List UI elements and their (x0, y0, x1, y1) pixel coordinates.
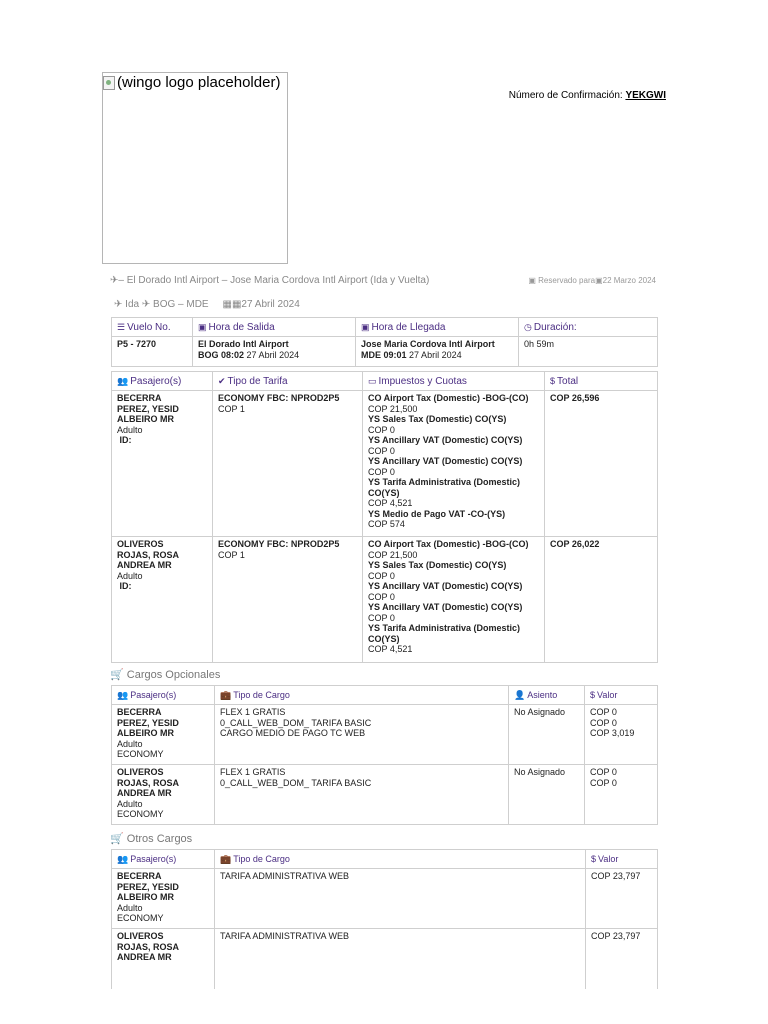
plane-icon: ✈︎– (110, 275, 124, 286)
calendar-icon: ▦▦ (222, 299, 242, 310)
users-icon: 👥 (117, 689, 129, 700)
passenger-cell: BECERRA PEREZ, YESID ALBEIRO MR Adulto ECONOMY (112, 705, 215, 765)
header-passengers: 👥 Pasajero(s) (112, 850, 215, 869)
table-row (112, 929, 658, 989)
value-cell: COP 0 COP 0 COP 3,019 (585, 705, 658, 765)
other-table-header (112, 850, 658, 869)
optional-charges-table (111, 685, 658, 825)
header-taxes: ▭ Impuestos y Cuotas (363, 372, 545, 391)
calendar-check-icon: ▣ (595, 276, 603, 285)
ida-date: 27 Abril 2024 (241, 299, 300, 310)
total-cell: COP 26,596 (545, 391, 658, 537)
briefcase-icon: 💼 (220, 689, 232, 700)
fare-cell: ECONOMY FBC: NPROD2P5 COP 1 (213, 391, 363, 537)
money-icon: ▭ (368, 375, 377, 386)
list-icon: ☰ (117, 321, 126, 332)
header-total: $ Total (545, 372, 658, 391)
header-passengers: 👥 Pasajero(s) (112, 686, 215, 705)
charge-cell: TARIFA ADMINISTRATIVA WEB (215, 929, 586, 989)
table-row (112, 869, 658, 929)
header-duration: ◷ Duración: (519, 318, 658, 337)
table-row (112, 765, 658, 825)
charge-cell: FLEX 1 GRATIS 0_CALL_WEB_DOM_ TARIFA BASIC CARGO MEDIO DE PAGO TC WEB (215, 705, 509, 765)
charge-cell: FLEX 1 GRATIS 0_CALL_WEB_DOM_ TARIFA BASIC (215, 765, 509, 825)
dollar-icon: $ (550, 375, 556, 386)
logo-image (102, 72, 288, 264)
reserved-date: 22 Marzo 2024 (602, 276, 656, 285)
users-icon: 👥 (117, 853, 129, 864)
header-value: $ Valor (586, 850, 658, 869)
header-value: $ Valor (585, 686, 658, 705)
cart-icon: 🛒 (110, 669, 124, 681)
calendar-icon: ▣ (528, 276, 536, 285)
route-text: El Dorado Intl Airport – Jose Maria Cordova Intl Airport (Ida y Vuelta) (126, 275, 430, 286)
table-row (112, 705, 658, 765)
dollar-icon: $ (590, 690, 596, 700)
passenger-cell: OLIVEROS ROJAS, ROSA ANDREA MR (112, 929, 215, 989)
passenger-table-header (112, 372, 658, 391)
logo-alt-text (103, 74, 280, 91)
seat-cell: No Asignado (509, 765, 585, 825)
calendar-icon: ▣ (198, 321, 207, 332)
value-cell: COP 23,797 (586, 869, 658, 929)
reserved-label: Reservado para (538, 276, 596, 285)
logo-alt-label: (wingo logo placeholder) (117, 74, 281, 91)
value-cell: COP 23,797 (586, 929, 658, 989)
passenger-cell: OLIVEROS ROJAS, ROSA ANDREA MR Adulto ECONOMY (112, 765, 215, 825)
ida-label: Ida (125, 299, 140, 310)
fare-cell: ECONOMY FBC: NPROD2P5 COP 1 (213, 537, 363, 663)
header-fare-type: ✔ Tipo de Tarifa (213, 372, 363, 391)
confirmation-number (509, 90, 666, 101)
cart-icon: 🛒 (110, 833, 124, 845)
flight-table (111, 317, 658, 367)
other-charges-table (111, 849, 658, 989)
taxes-cell: CO Airport Tax (Domestic) -BOG-(CO) COP 21,500 YS Sales Tax (Domestic) CO(YS) COP 0 YS Ancillary VAT (Domestic) CO(YS) COP 0 YS Ancillary VAT (Domestic) CO(YS) COP 0 YS Tarifa Administrativa (Domestic) CO(YS) COP 4,521 (363, 537, 545, 663)
reserved-info (528, 276, 656, 285)
header-departure: ▣ Hora de Salida (193, 318, 356, 337)
taxes-cell: CO Airport Tax (Domestic) -BOG-(CO) COP 21,500 YS Sales Tax (Domestic) CO(YS) COP 0 YS Ancillary VAT (Domestic) CO(YS) COP 0 YS Ancillary VAT (Domestic) CO(YS) COP 0 YS Tarifa Administrativa (Domestic) CO(YS) COP 4,521 YS Medio de Pago VAT -CO-(YS) COP 574 (363, 391, 545, 537)
departure-cell: El Dorado Intl Airport BOG 08:02 27 Abril 2024 (193, 337, 356, 367)
check-icon: ✔ (218, 375, 226, 386)
confirmation-code[interactable]: YEKGWI (625, 90, 666, 101)
header-seat: 👤 Asiento (509, 686, 585, 705)
dollar-icon: $ (591, 854, 597, 864)
header-arrival: ▣ Hora de Llegada (356, 318, 519, 337)
passenger-fare-table (111, 371, 658, 663)
charge-cell: TARIFA ADMINISTRATIVA WEB (215, 869, 586, 929)
optional-table-header (112, 686, 658, 705)
optional-charges-title: 🛒 Cargos Opcionales (110, 669, 221, 681)
table-row (112, 537, 658, 663)
header-charge-type: 💼 Tipo de Cargo (215, 850, 586, 869)
header-passengers: 👥 Pasajero(s) (112, 372, 213, 391)
flight-row (112, 337, 658, 367)
other-charges-title: 🛒 Otros Cargos (110, 833, 193, 845)
seat-cell: No Asignado (509, 705, 585, 765)
calendar-icon: ▣ (361, 321, 370, 332)
route-summary (110, 275, 429, 286)
passenger-cell: OLIVEROS ROJAS, ROSA ANDREA MR Adulto ID: (112, 537, 213, 663)
value-cell: COP 0 COP 0 (585, 765, 658, 825)
passenger-cell: BECERRA PEREZ, YESID ALBEIRO MR Adulto ECONOMY (112, 869, 215, 929)
flight-no: P5 - 7270 (112, 337, 193, 367)
duration-cell: 0h 59m (519, 337, 658, 367)
plane-icon: ✈ (141, 299, 151, 310)
passenger-cell: BECERRA PEREZ, YESID ALBEIRO MR Adulto ID: (112, 391, 213, 537)
table-row (112, 391, 658, 537)
clock-icon: ◷ (524, 321, 532, 332)
briefcase-icon: 💼 (220, 853, 232, 864)
total-cell: COP 26,022 (545, 537, 658, 663)
ida-route: BOG – MDE (153, 299, 209, 310)
confirmation-label: Número de Confirmación: (508, 90, 623, 101)
ida-line (114, 299, 300, 310)
plane-icon: ✈ (114, 299, 123, 310)
header-flight-no: ☰ Vuelo No. (112, 318, 193, 337)
flight-table-header (112, 318, 658, 337)
users-icon: 👥 (117, 375, 129, 386)
header-charge-type: 💼 Tipo de Cargo (215, 686, 509, 705)
broken-image-icon (103, 76, 115, 90)
user-icon: 👤 (514, 689, 526, 700)
arrival-cell: Jose Maria Cordova Intl Airport MDE 09:01 27 Abril 2024 (356, 337, 519, 367)
